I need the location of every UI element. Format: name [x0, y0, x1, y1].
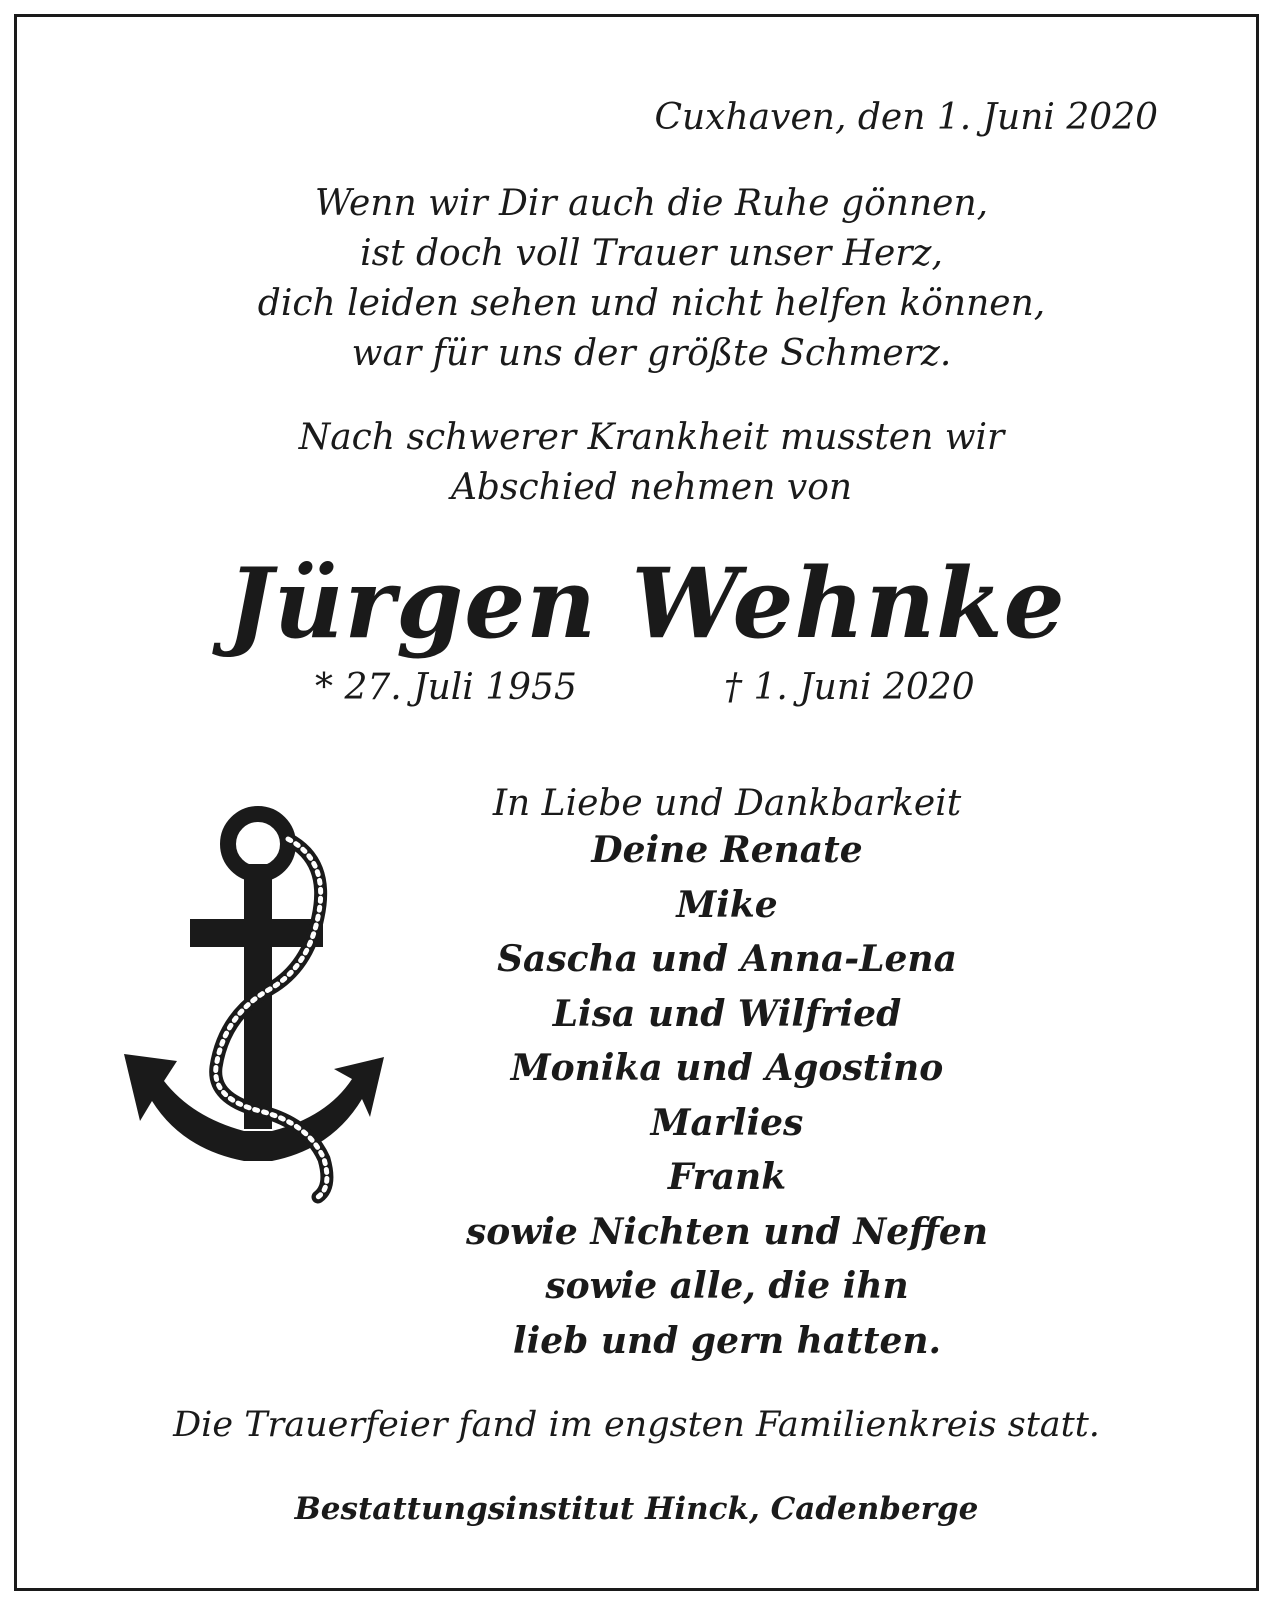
mourner-line: Sascha und Anna-Lena [497, 938, 957, 980]
mourner-line: Marlies [650, 1101, 804, 1144]
mourner-line: Frank [667, 1156, 787, 1198]
mourner-line: Lisa und Wilfried [552, 992, 902, 1035]
mourner-line: Mike [676, 883, 778, 926]
gratitude-line: In Liebe und Dankbarkeit [492, 783, 962, 824]
deceased-name: Jürgen Wehnke [227, 547, 1066, 660]
death-date: † 1. Juni 2020 [724, 667, 975, 708]
obituary-frame [14, 14, 1259, 1591]
intro-line: Nach schwerer Krankheit mussten wir [298, 417, 1005, 458]
verse-line: ist doch voll Trauer unser Herz, [360, 233, 943, 274]
place-date: Cuxhaven, den 1. Juni 2020 [654, 97, 1158, 138]
verse-line: dich leiden sehen und nicht helfen können, [257, 283, 1046, 324]
mourner-line: Monika und Agostino [510, 1047, 944, 1089]
undertaker-credit: Bestattungsinstitut Hinck, Cadenberge [294, 1491, 979, 1527]
intro-text [32, 413, 1271, 513]
mourners-list [347, 823, 1107, 1368]
ceremony-note: Die Trauerfeier fand im engsten Familienkreis statt. [173, 1405, 1100, 1445]
verse-line: Wenn wir Dir auch die Ruhe gönnen, [314, 183, 989, 224]
birth-date: * 27. Juli 1955 [315, 667, 577, 708]
mourner-line: Deine Renate [591, 829, 863, 871]
mourner-line: sowie Nichten und Neffen [465, 1210, 989, 1253]
verse [32, 179, 1271, 379]
verse-line: war für uns der größte Schmerz. [351, 333, 952, 374]
mourner-line: lieb und gern hatten. [512, 1319, 942, 1362]
intro-line: Abschied nehmen von [450, 467, 853, 508]
mourner-line: sowie alle, die ihn [545, 1265, 909, 1307]
